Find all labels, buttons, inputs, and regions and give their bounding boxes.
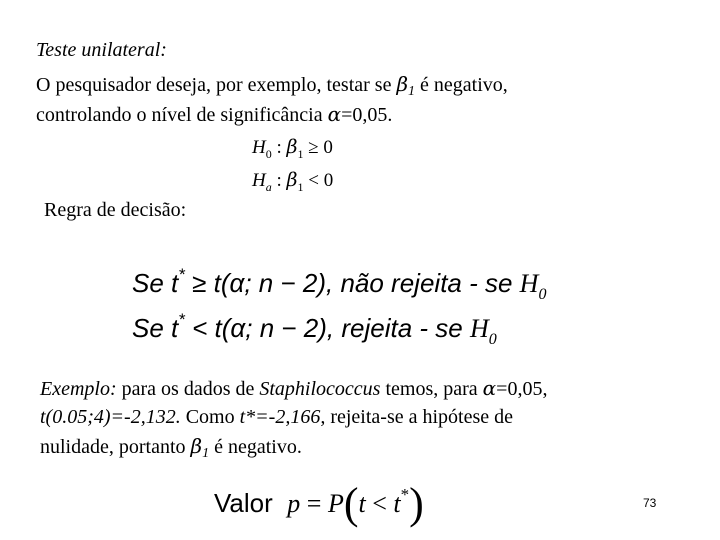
- example-text-3a: nulidade, portanto: [40, 436, 191, 458]
- rule1-H: H: [519, 269, 539, 298]
- intro-line-1: [36, 70, 508, 102]
- intro-line-2: [36, 100, 392, 129]
- pvalue-eq: =: [300, 489, 328, 518]
- pvalue-lt: <: [365, 489, 394, 518]
- example-beta-subscript: 1: [202, 446, 210, 461]
- example-organism: Staphilococcus: [259, 378, 381, 400]
- decision-rule-label: Regra de decisão:: [44, 199, 187, 221]
- example-como: Como: [180, 406, 240, 428]
- rule2-action: rejeita - se: [341, 313, 470, 343]
- rule1-t: t: [171, 268, 179, 298]
- example-alpha: α: [482, 376, 497, 400]
- pvalue-star: *: [400, 485, 410, 504]
- intro-text-2a: controlando o nível de significância: [36, 104, 328, 126]
- rule2-H-subscript: 0: [488, 331, 497, 348]
- h0-letter: H: [252, 137, 266, 158]
- pvalue-rparen: ): [409, 479, 424, 528]
- rule2-critical: t(α; n − 2),: [214, 313, 342, 343]
- intro-text-1b: é negativo,: [415, 74, 508, 96]
- pvalue-lparen: (: [343, 479, 359, 528]
- rule1-action: não rejeita - se: [340, 268, 520, 298]
- rule2-se: Se: [132, 313, 164, 343]
- rule1-se: Se: [132, 268, 164, 298]
- ha-subscript: a: [265, 180, 272, 194]
- h0-colon: :: [271, 137, 287, 158]
- intro-text-2b: =0,05.: [341, 104, 393, 126]
- hypothesis-null: [252, 136, 333, 159]
- pvalue-p: p: [287, 489, 301, 518]
- h0-subscript: 0: [265, 147, 272, 161]
- rule2-H: H: [469, 314, 489, 343]
- rule-reject: [132, 310, 497, 348]
- ha-beta-subscript: 1: [297, 180, 304, 194]
- example-text-1b: temos, para: [380, 378, 483, 400]
- ha-beta: β: [286, 169, 298, 191]
- rule1-critical: t(α; n − 2),: [213, 268, 341, 298]
- beta-symbol: β: [396, 72, 409, 96]
- example-text-1c: =0,05,: [496, 378, 548, 400]
- rule1-H-subscript: 0: [538, 286, 547, 303]
- example-label: Exemplo:: [40, 378, 117, 400]
- ha-letter: H: [252, 170, 266, 191]
- pvalue-t2: t: [393, 489, 401, 518]
- example-critical-value: t(0.05;4)=-2,132.: [40, 406, 181, 428]
- pvalue-t: t: [358, 489, 366, 518]
- h0-relation: ≥ 0: [303, 137, 333, 158]
- rule1-relation: ≥: [184, 268, 214, 298]
- hypothesis-alternative: [252, 169, 333, 192]
- rule-not-reject: [132, 265, 547, 303]
- example-rest: rejeita-se a hipótese de: [325, 406, 514, 428]
- ha-relation: < 0: [303, 170, 334, 191]
- slide-heading: Teste unilateral:: [36, 39, 167, 61]
- h0-beta: β: [286, 136, 298, 158]
- example-line-3: [40, 432, 302, 464]
- rule1-star: *: [178, 265, 185, 284]
- pvalue-formula: [214, 472, 424, 528]
- h0-beta-subscript: 1: [297, 147, 304, 161]
- page-number: 73: [643, 496, 657, 510]
- intro-text-1a: O pesquisador deseja, por exemplo, testar se: [36, 74, 397, 96]
- pvalue-P: P: [327, 489, 344, 518]
- example-line-2: [40, 403, 513, 431]
- rule2-t: t: [171, 313, 179, 343]
- example-t-stat: t*=-2,166,: [239, 406, 326, 428]
- beta-subscript: 1: [408, 84, 416, 99]
- example-text-1a: para os dados de: [116, 378, 260, 400]
- rule2-star: *: [178, 310, 185, 329]
- pvalue-word: Valor: [214, 488, 273, 518]
- alpha-symbol: α: [327, 102, 342, 126]
- rule2-relation: <: [184, 313, 215, 343]
- example-line-1: [40, 374, 547, 403]
- ha-colon: :: [271, 170, 287, 191]
- example-beta: β: [190, 434, 203, 458]
- example-text-3b: é negativo.: [209, 436, 302, 458]
